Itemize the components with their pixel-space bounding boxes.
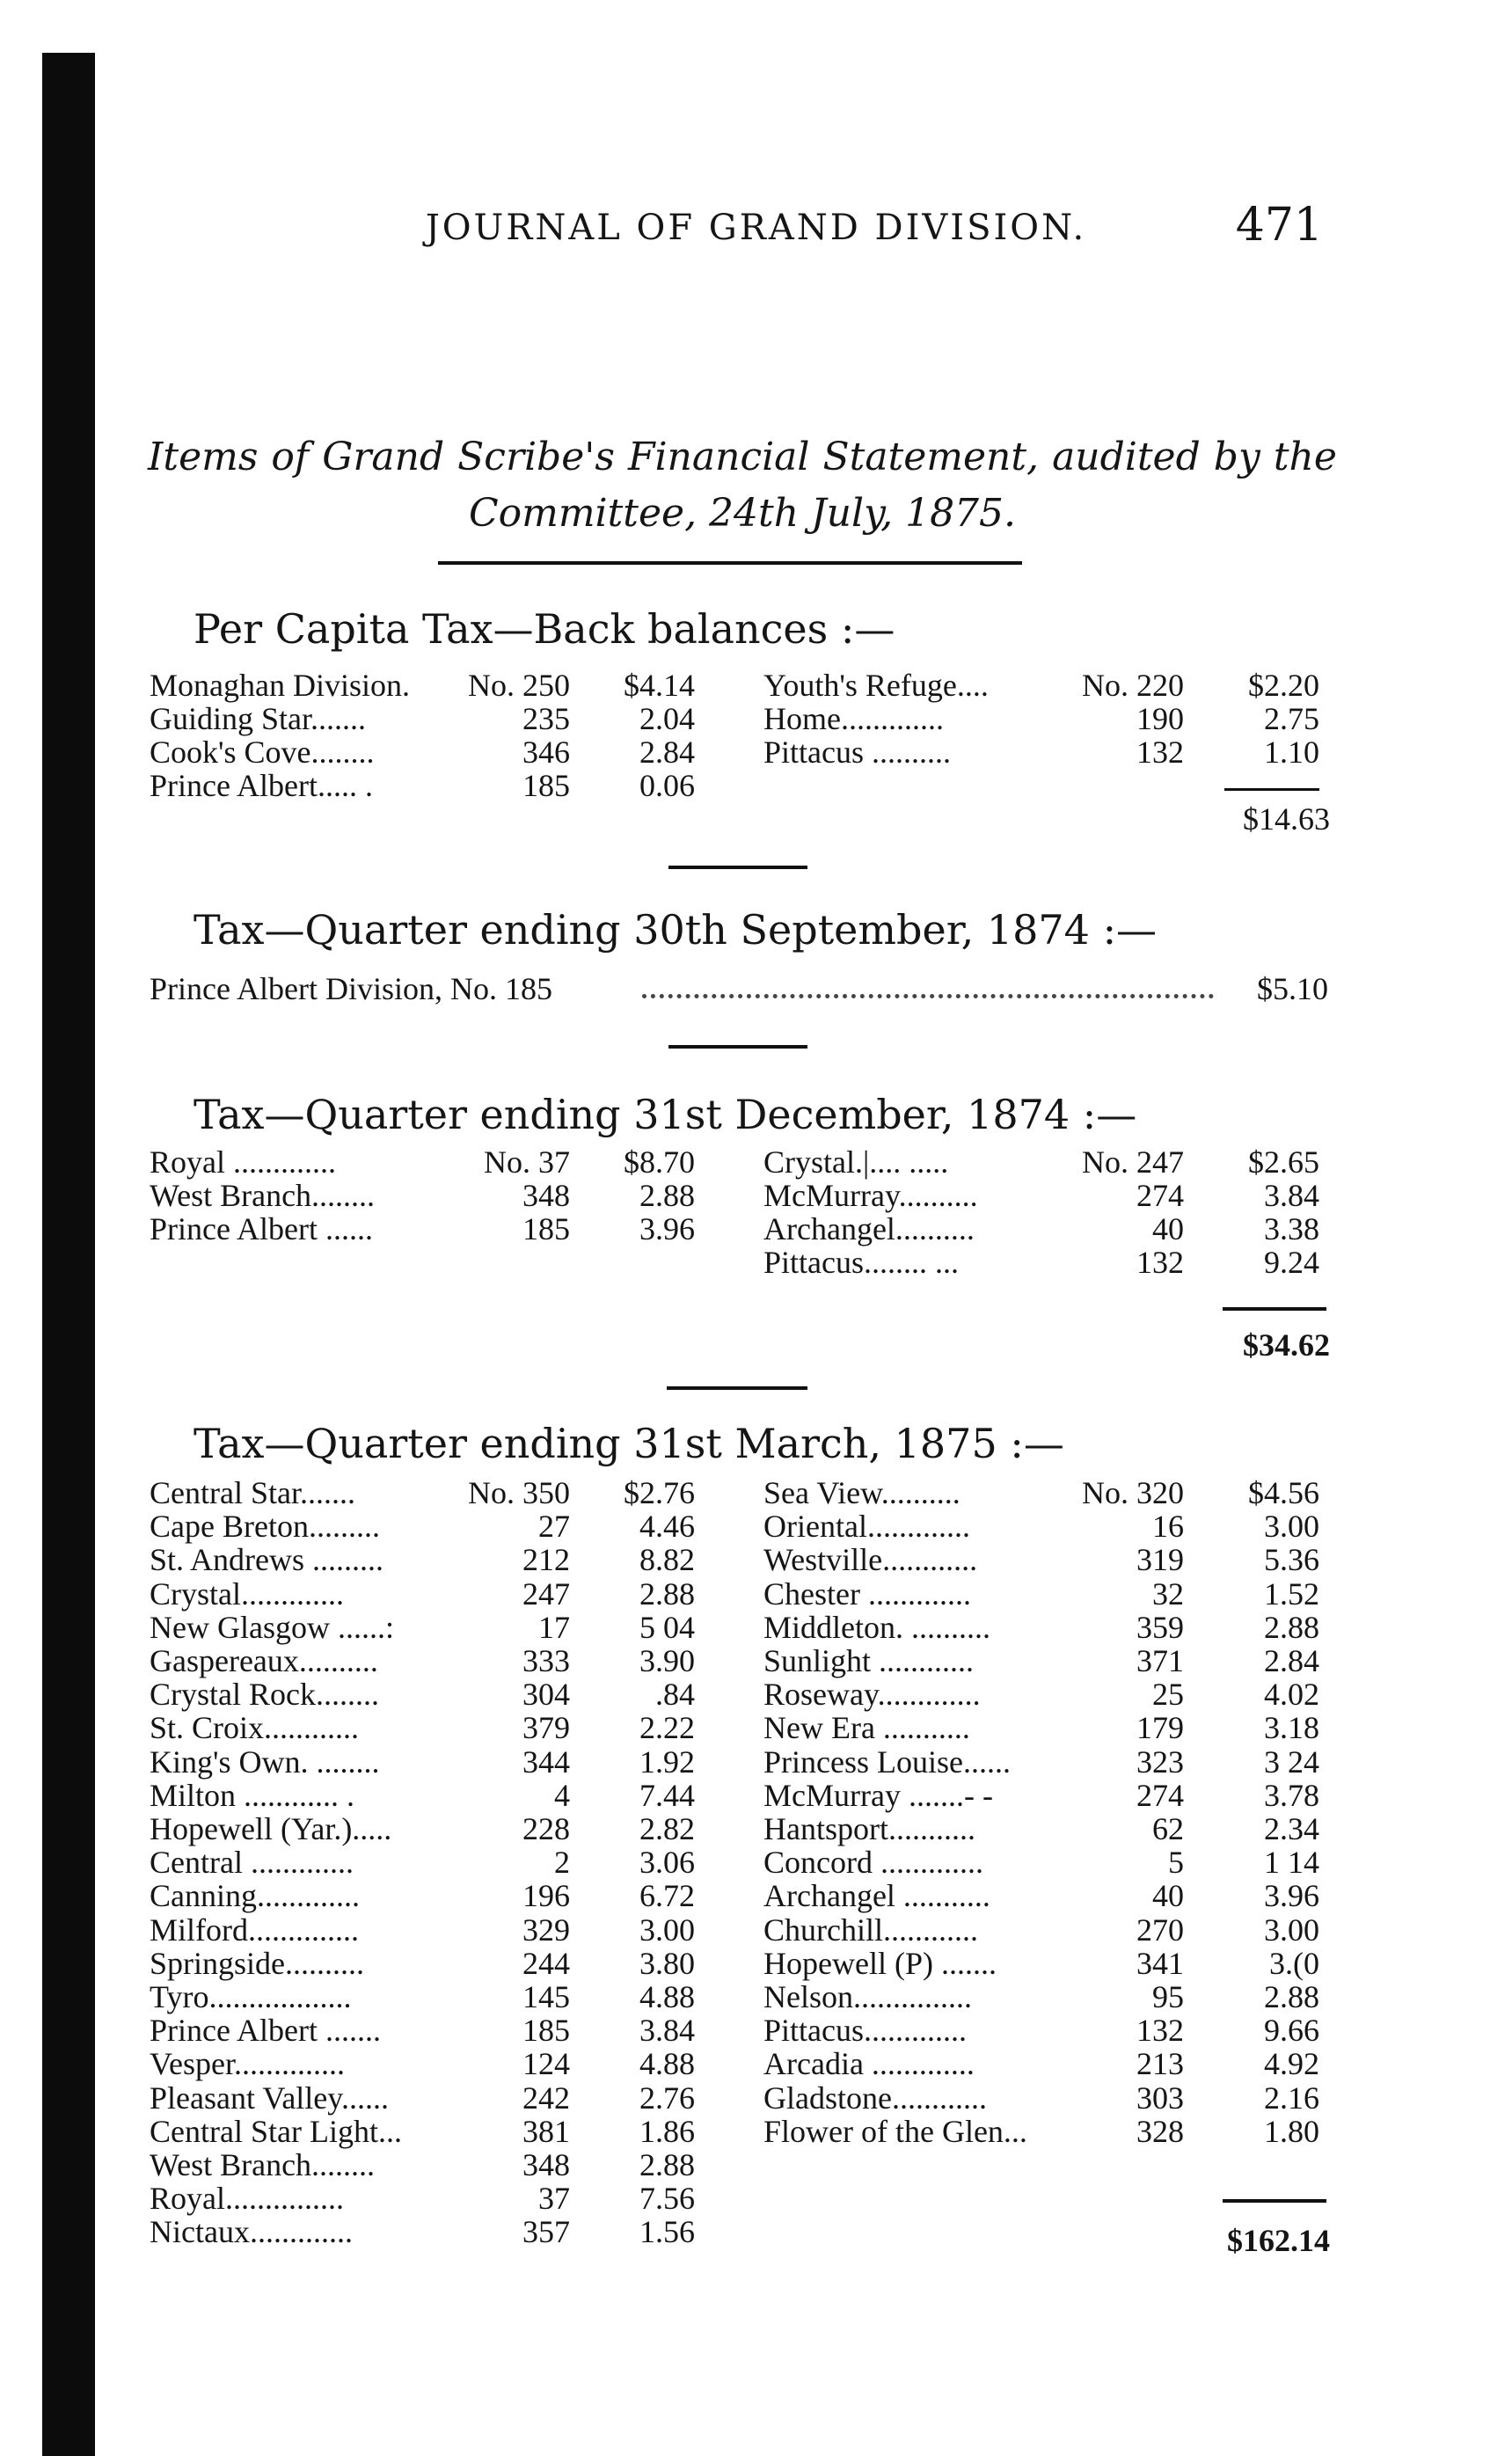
division-name: Gladstone............	[763, 2080, 987, 2116]
division-number: 235	[522, 701, 570, 736]
title-word: Grand	[322, 435, 445, 479]
ledger-row	[763, 1609, 1184, 1646]
division-number: No. 250	[468, 668, 570, 703]
section-divider	[667, 1386, 807, 1390]
section-heading-back-balances: Per Capita Tax—Back balances :—	[194, 605, 895, 653]
division-number: 16	[1152, 1509, 1184, 1545]
division-number: 185	[522, 2013, 570, 2049]
amount: 2.88	[639, 2147, 695, 2182]
division-number: 304	[522, 1677, 570, 1713]
division-number: 270	[1136, 1911, 1184, 1948]
page-number: 471	[1235, 199, 1323, 252]
division-name: Crystal.............	[150, 1575, 344, 1612]
title-word: Financial	[627, 435, 810, 479]
september-1874-entry	[150, 968, 1328, 1010]
ledger-row	[150, 700, 570, 737]
amount: 4.88	[639, 1979, 695, 2014]
amount: 3.00	[1264, 1509, 1319, 1545]
march-1875-total: $162.14	[1227, 2223, 1330, 2258]
amount: .84	[655, 1677, 695, 1713]
amount: $8.70	[624, 1144, 695, 1180]
ledger-row	[763, 2045, 1184, 2082]
entry-text: Prince Albert Division, No. 185	[150, 971, 552, 1006]
division-name: St. Andrews .........	[150, 1542, 384, 1578]
title-rule	[438, 561, 1022, 565]
division-name: Canning.............	[150, 1878, 360, 1914]
ledger-row	[150, 1609, 570, 1646]
division-number: No. 220	[1082, 668, 1184, 703]
division-number: 213	[1136, 2046, 1184, 2082]
division-name: Crystal.|.... .....	[763, 1144, 949, 1180]
ledger-row	[150, 1575, 570, 1612]
division-name: West Branch........	[150, 1178, 376, 1213]
division-number: 4	[554, 1777, 570, 1813]
ledger-row	[763, 1844, 1184, 1881]
division-number: No. 320	[1082, 1475, 1184, 1510]
ledger-row	[763, 1144, 1184, 1180]
amount: $4.56	[1248, 1475, 1319, 1510]
ledger-row	[763, 2080, 1184, 2116]
division-name: Concord .............	[763, 1845, 983, 1881]
division-name: Archangel ...........	[763, 1878, 990, 1914]
back-balances-total: $14.63	[1243, 801, 1330, 837]
division-number: 348	[522, 1178, 570, 1213]
amount: 9.24	[1264, 1245, 1319, 1280]
ledger-row	[763, 1508, 1184, 1545]
ledger-row	[763, 1810, 1184, 1847]
amount: 1.80	[1264, 2113, 1319, 2149]
division-name: Guiding Star.......	[150, 701, 367, 736]
division-name: Royal...............	[150, 2181, 344, 2217]
division-number: 132	[1136, 1245, 1184, 1280]
title-word: by	[1213, 435, 1260, 479]
division-number: 228	[522, 1811, 570, 1846]
division-number: 196	[522, 1878, 570, 1914]
division-name: Hopewell (P) .......	[763, 1945, 997, 1981]
ledger-row	[763, 1575, 1184, 1612]
amount: 2.04	[639, 701, 695, 736]
amount: 2.82	[639, 1811, 695, 1846]
ledger-row	[150, 1144, 570, 1180]
division-number: 185	[522, 1211, 570, 1246]
division-number: 371	[1136, 1643, 1184, 1678]
amount: 6.72	[639, 1878, 695, 1914]
division-number: 344	[522, 1743, 570, 1780]
amount: 9.66	[1264, 2013, 1319, 2049]
division-number: 359	[1136, 1609, 1184, 1645]
division-name: Oriental.............	[763, 1509, 970, 1545]
ledger-row	[763, 734, 1184, 771]
amount: 3.84	[1264, 1178, 1319, 1213]
ledger-row	[763, 2012, 1184, 2049]
title-word: Scribe's	[457, 435, 615, 479]
ledger-row	[150, 2113, 570, 2150]
amount: 2.88	[1264, 1979, 1319, 2014]
ledger-row	[763, 1978, 1184, 2015]
division-number: 62	[1152, 1811, 1184, 1846]
division-name: Central Star.......	[150, 1475, 355, 1510]
ledger-row	[150, 1709, 570, 1746]
ledger-row	[763, 1743, 1184, 1780]
ledger-row	[150, 1474, 570, 1511]
division-number: 329	[522, 1911, 570, 1948]
ledger-row	[763, 1777, 1184, 1814]
division-name: Roseway.............	[763, 1677, 981, 1713]
amount: 2.88	[639, 1178, 695, 1213]
ledger-row	[150, 1877, 570, 1914]
amount: 2.22	[639, 1710, 695, 1746]
amount: 0.06	[639, 768, 695, 803]
amount: 3.06	[639, 1845, 695, 1881]
entry-amount: $5.10	[1257, 971, 1328, 1006]
division-number: 212	[522, 1542, 570, 1578]
division-name: Milton ............ .	[150, 1777, 355, 1813]
division-number: 2	[554, 1845, 570, 1881]
section-divider	[668, 866, 807, 869]
ledger-row	[763, 1709, 1184, 1746]
page-spine	[42, 53, 95, 2456]
ledger-row	[763, 1541, 1184, 1578]
division-number: 40	[1152, 1211, 1184, 1246]
ledger-row	[150, 1743, 570, 1780]
division-number: 145	[522, 1979, 570, 2014]
division-number: 333	[522, 1643, 570, 1678]
division-number: No. 247	[1082, 1144, 1184, 1180]
division-number: 247	[522, 1575, 570, 1612]
division-name: Arcadia .............	[763, 2046, 975, 2082]
division-number: 341	[1136, 1945, 1184, 1981]
division-name: Springside..........	[150, 1945, 365, 1981]
amount: $2.65	[1248, 1144, 1319, 1180]
subtotal-rule	[1223, 1307, 1326, 1311]
division-number: 323	[1136, 1743, 1184, 1780]
ledger-row	[150, 667, 570, 704]
section-heading-december-1874: Tax—Quarter ending 31st December, 1874 :—	[194, 1091, 1137, 1138]
division-number: 242	[522, 2080, 570, 2116]
division-name: Hopewell (Yar.).....	[150, 1811, 392, 1846]
division-name: Prince Albert ......	[150, 1211, 373, 1246]
title-word: Items	[148, 435, 259, 479]
division-number: 25	[1152, 1677, 1184, 1713]
ledger-row	[150, 1541, 570, 1578]
division-number: 348	[522, 2147, 570, 2182]
division-name: Pittacus.............	[763, 2013, 967, 2049]
ledger-row	[150, 1210, 570, 1247]
division-name: Milford..............	[150, 1911, 359, 1948]
amount: 2.34	[1264, 1811, 1319, 1846]
amount: 5 04	[639, 1609, 695, 1645]
division-number: 132	[1136, 2013, 1184, 2049]
division-name: Princess Louise......	[763, 1743, 1011, 1780]
ledger-row	[150, 767, 570, 804]
title-word: audited	[1052, 435, 1201, 479]
ledger-row	[763, 1911, 1184, 1948]
amount: 3.00	[1264, 1911, 1319, 1948]
division-number: 346	[522, 735, 570, 770]
division-number: 95	[1152, 1979, 1184, 2014]
division-number: 274	[1136, 1777, 1184, 1813]
division-name: Royal .............	[150, 1144, 336, 1180]
amount: 2.88	[639, 1575, 695, 1612]
ledger-row	[763, 700, 1184, 737]
ledger-row	[763, 1177, 1184, 1214]
division-name: Prince Albert .......	[150, 2013, 381, 2049]
ledger-row	[763, 1676, 1184, 1713]
ledger-row	[150, 2180, 570, 2217]
amount: $2.76	[624, 1475, 695, 1510]
ledger-row	[150, 734, 570, 771]
title-word: Statement,	[822, 435, 1040, 479]
amount: 2.75	[1264, 701, 1319, 736]
amount: 3.(0	[1269, 1945, 1319, 1981]
division-name: Sunlight ............	[763, 1643, 975, 1678]
ledger-row	[150, 1810, 570, 1847]
division-name: New Glasgow ......:	[150, 1609, 394, 1645]
ledger-row	[150, 1642, 570, 1679]
leader-dots	[642, 994, 1214, 998]
division-name: Westville............	[763, 1542, 978, 1578]
amount: 3 24	[1264, 1743, 1319, 1780]
amount: 2.16	[1264, 2080, 1319, 2116]
division-name: West Branch........	[150, 2147, 376, 2182]
division-number: 379	[522, 1710, 570, 1746]
ledger-row	[150, 1844, 570, 1881]
statement-title-line-1	[148, 429, 1337, 486]
ledger-row	[150, 1945, 570, 1982]
division-name: Cook's Cove........	[150, 735, 375, 770]
amount: 5.36	[1264, 1542, 1319, 1578]
division-name: Tyro..................	[150, 1979, 352, 2014]
division-number: 319	[1136, 1542, 1184, 1578]
division-number: No. 37	[484, 1144, 570, 1180]
division-name: Youth's Refuge....	[763, 668, 989, 703]
amount: 1.52	[1264, 1575, 1319, 1612]
division-name: Flower of the Glen...	[763, 2113, 1027, 2149]
amount: 7.56	[639, 2181, 695, 2217]
division-number: 27	[538, 1509, 570, 1545]
division-name: Nelson...............	[763, 1979, 972, 2014]
ledger-row	[150, 2012, 570, 2049]
division-number: 37	[538, 2181, 570, 2217]
statement-title-line-2: Committee, 24th July, 1875.	[468, 491, 1017, 536]
ledger-row	[150, 2213, 570, 2250]
amount: 3.18	[1264, 1710, 1319, 1746]
ledger-row	[150, 1177, 570, 1214]
division-number: 124	[522, 2046, 570, 2082]
division-number: 17	[538, 1609, 570, 1645]
amount: 3.90	[639, 1643, 695, 1678]
division-name: Prince Albert..... .	[150, 768, 373, 803]
amount: 2.84	[1264, 1643, 1319, 1678]
ledger-row	[150, 1508, 570, 1545]
division-name: Cape Breton.........	[150, 1509, 380, 1545]
ledger-row	[763, 1945, 1184, 1982]
division-name: Monaghan Division.	[150, 668, 410, 703]
division-number: 179	[1136, 1710, 1184, 1746]
amount: 3.38	[1264, 1211, 1319, 1246]
amount: 4.92	[1264, 2046, 1319, 2082]
amount: 3.96	[639, 1211, 695, 1246]
section-divider	[668, 1045, 807, 1049]
amount: 3.80	[639, 1945, 695, 1981]
ledger-row	[763, 1877, 1184, 1914]
amount: 3.00	[639, 1911, 695, 1948]
division-number: 274	[1136, 1178, 1184, 1213]
subtotal-rule	[1224, 788, 1319, 791]
division-name: McMurray .......- -	[763, 1777, 993, 1813]
division-name: St. Croix............	[150, 1710, 360, 1746]
division-name: Crystal Rock........	[150, 1677, 379, 1713]
amount: 3.78	[1264, 1777, 1319, 1813]
amount: $4.14	[624, 668, 695, 703]
division-name: Archangel..........	[763, 1211, 975, 1246]
amount: 3.96	[1264, 1878, 1319, 1914]
amount: 2.84	[639, 735, 695, 770]
division-number: 357	[522, 2214, 570, 2250]
ledger-row	[150, 2080, 570, 2116]
division-number: 381	[522, 2113, 570, 2149]
division-number: 185	[522, 768, 570, 803]
amount: 2.88	[1264, 1609, 1319, 1645]
division-name: Middleton. ..........	[763, 1609, 990, 1645]
division-name: Vesper..............	[150, 2046, 345, 2082]
ledger-row	[763, 1244, 1184, 1281]
division-name: New Era ...........	[763, 1710, 970, 1746]
division-number: No. 350	[468, 1475, 570, 1510]
division-name: Nictaux.............	[150, 2214, 353, 2250]
division-name: Hantsport...........	[763, 1811, 975, 1846]
amount: 7.44	[639, 1777, 695, 1813]
amount: 4.88	[639, 2046, 695, 2082]
ledger-row	[763, 1210, 1184, 1247]
ledger-row	[763, 2113, 1184, 2150]
division-number: 303	[1136, 2080, 1184, 2116]
ledger-row	[150, 2045, 570, 2082]
division-name: Sea View..........	[763, 1475, 961, 1510]
statement-title	[148, 429, 1337, 542]
amount: 4.46	[639, 1509, 695, 1545]
division-number: 40	[1152, 1878, 1184, 1914]
running-title: JOURNAL OF GRAND DIVISION.	[425, 208, 1087, 248]
division-number: 132	[1136, 735, 1184, 770]
division-name: Pittacus........ ...	[763, 1245, 959, 1280]
division-name: Pittacus ..........	[763, 735, 951, 770]
ledger-row	[763, 667, 1184, 704]
amount: 8.82	[639, 1542, 695, 1578]
amount: 1.10	[1264, 735, 1319, 770]
section-heading-march-1875: Tax—Quarter ending 31st March, 1875 :—	[194, 1420, 1064, 1467]
amount: 1.86	[639, 2113, 695, 2149]
division-number: 244	[522, 1945, 570, 1981]
subtotal-rule	[1223, 2199, 1326, 2203]
amount: 4.02	[1264, 1677, 1319, 1713]
amount: 1 14	[1264, 1845, 1319, 1881]
ledger-row	[763, 1642, 1184, 1679]
title-word: the	[1273, 435, 1337, 479]
section-heading-september-1874: Tax—Quarter ending 30th September, 1874 :—	[194, 906, 1158, 954]
division-name: Pleasant Valley......	[150, 2080, 389, 2116]
ledger-row	[150, 2146, 570, 2183]
division-name: Gaspereaux..........	[150, 1643, 378, 1678]
division-name: Churchill............	[763, 1911, 978, 1948]
december-1874-total: $34.62	[1243, 1327, 1330, 1363]
division-name: Central Star Light...	[150, 2113, 402, 2149]
title-word: of	[271, 435, 310, 479]
amount: 3.84	[639, 2013, 695, 2049]
division-number: 5	[1168, 1845, 1184, 1881]
amount: 2.76	[639, 2080, 695, 2116]
division-name: Chester .............	[763, 1575, 971, 1612]
division-number: 328	[1136, 2113, 1184, 2149]
division-number: 32	[1152, 1575, 1184, 1612]
amount: 1.56	[639, 2214, 695, 2250]
division-number: 190	[1136, 701, 1184, 736]
ledger-row	[150, 1978, 570, 2015]
ledger-row	[150, 1676, 570, 1713]
division-name: Central .............	[150, 1845, 354, 1881]
division-name: Home.............	[763, 701, 944, 736]
division-name: King's Own. ........	[150, 1743, 380, 1780]
division-name: McMurray..........	[763, 1178, 978, 1213]
ledger-row	[150, 1911, 570, 1948]
ledger-row	[763, 1474, 1184, 1511]
ledger-row	[150, 1777, 570, 1814]
amount: 1.92	[639, 1743, 695, 1780]
amount: $2.20	[1248, 668, 1319, 703]
